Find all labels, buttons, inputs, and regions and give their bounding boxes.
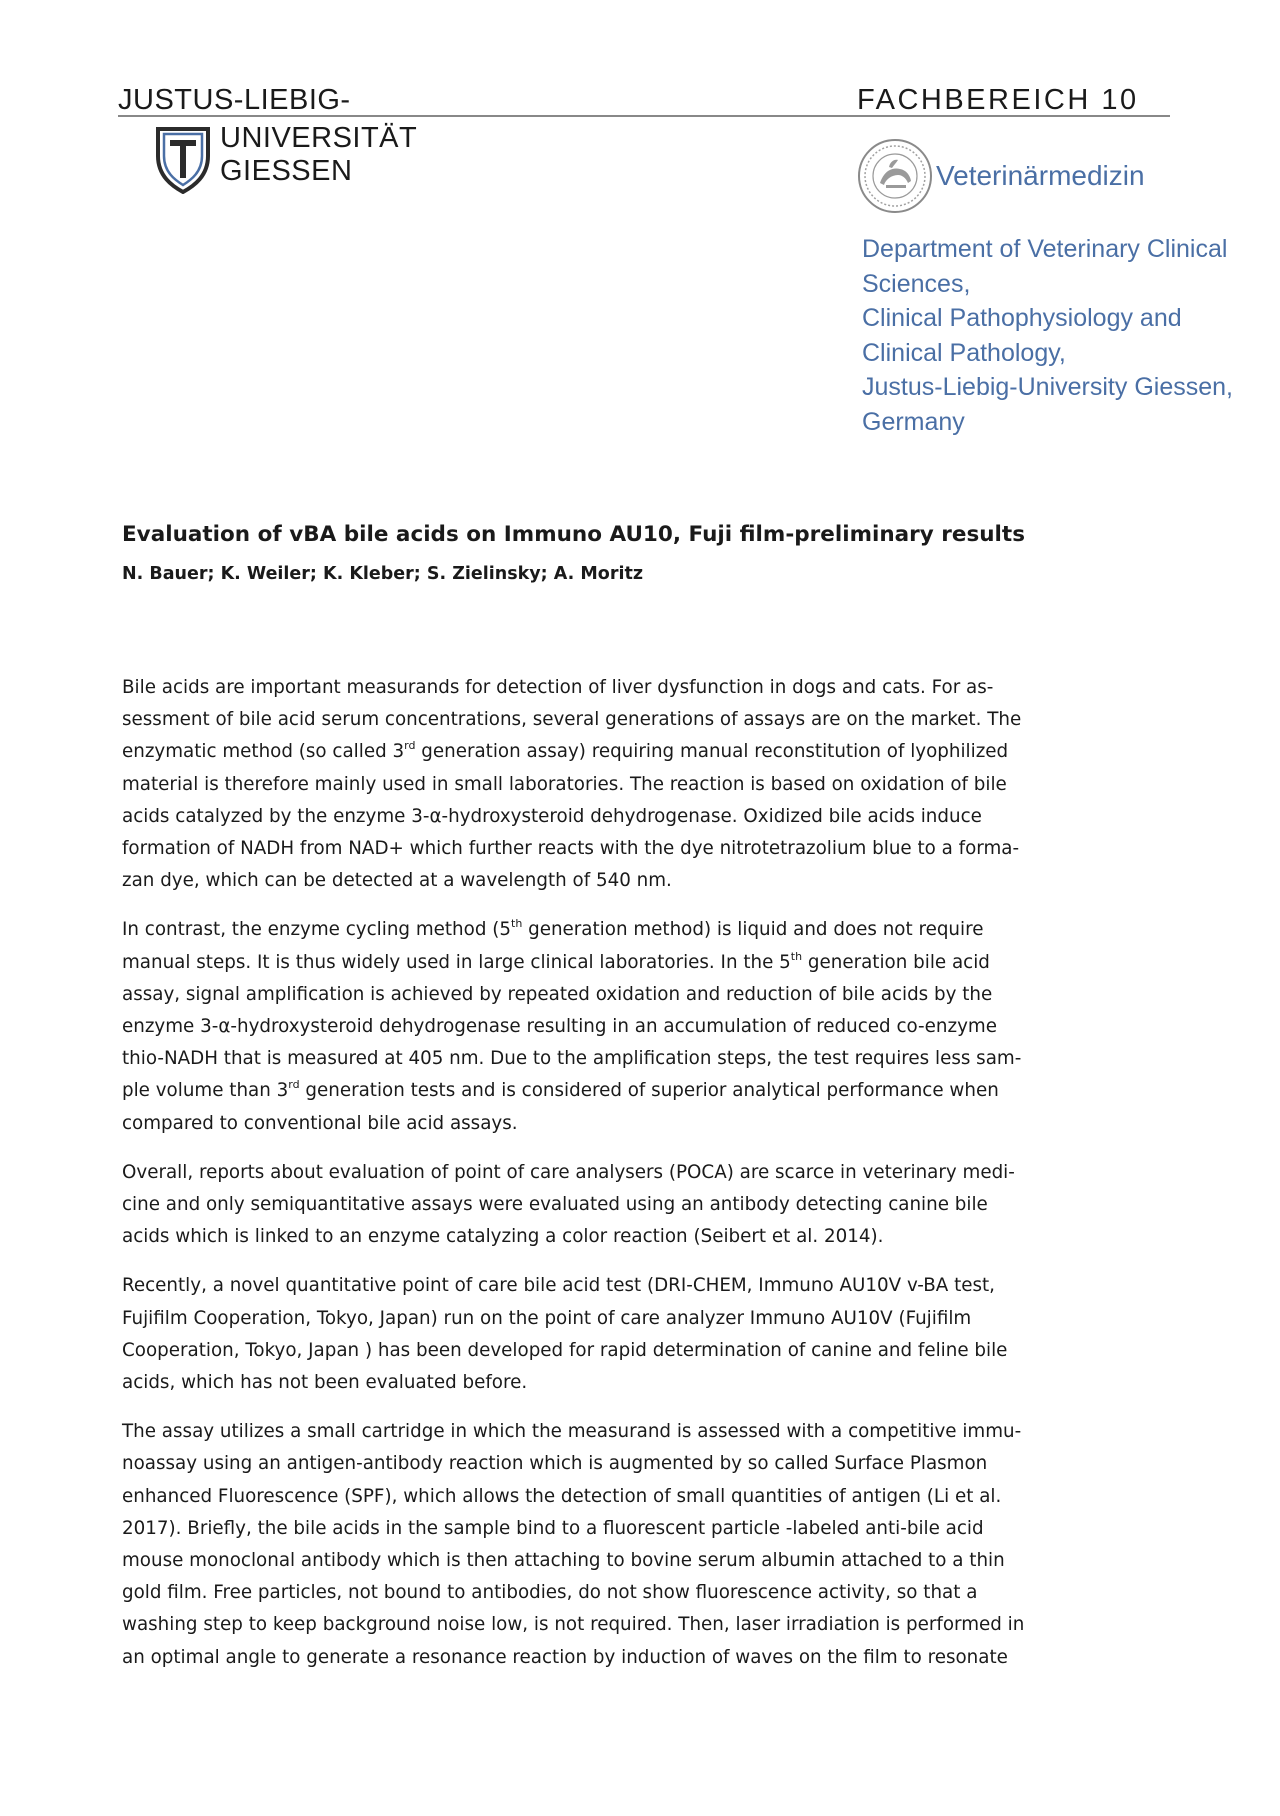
text-line: Bile acids are important measurands for detection of liver dysfunction in dogs and cats. For as- — [122, 677, 994, 698]
text-line: Fujifilm Cooperation, Tokyo, Japan) run on the point of care analyzer Immuno AU10V (Fujifilm — [122, 1307, 972, 1329]
text-line: washing step to keep background noise low, is not required. Then, laser irradiation is performed in — [122, 1614, 1025, 1636]
text-segment: enzymatic method (so called 3 — [122, 741, 405, 763]
text-line — [122, 1075, 1172, 1107]
text-line — [122, 947, 1172, 979]
paragraph-3 — [122, 1157, 1172, 1254]
department-line: Justus-Liebig-University Giessen, — [862, 373, 1233, 401]
paper-title: Evaluation of vBA bile acids on Immuno AU10, Fuji film-preliminary results — [122, 522, 1025, 547]
superscript: rd — [404, 739, 416, 753]
department-address — [862, 232, 1233, 439]
university-name-line2: UNIVERSITÄT — [220, 122, 418, 154]
text-segment: generation assay) requiring manual reconstitution of lyophilized — [415, 741, 1009, 763]
superscript: rd — [288, 1078, 300, 1092]
paragraph-1 — [122, 672, 1172, 897]
text-line: acids, which has not been evaluated before. — [122, 1372, 528, 1394]
text-line — [122, 914, 1172, 946]
paper-authors: N. Bauer; K. Weiler; K. Kleber; S. Zielinsky; A. Moritz — [122, 564, 644, 584]
text-line: formation of NADH from NAD+ which further reacts with the dye nitrotetrazolium blue to a forma- — [122, 838, 1020, 860]
text-line: zan dye, which can be detected at a wavelength of 540 nm. — [122, 870, 672, 892]
paragraph-4 — [122, 1270, 1172, 1399]
text-line: Cooperation, Tokyo, Japan ) has been developed for rapid determination of canine and feline bile — [122, 1339, 1008, 1361]
text-line: enhanced Fluorescence (SPF), which allows the detection of small quantities of antigen (Li et al. — [122, 1485, 1002, 1507]
text-line: sessment of bile acid serum concentrations, several generations of assays are on the market. The — [122, 709, 1022, 731]
text-line: gold film. Free particles, not bound to antibodies, do not show fluorescence activity, so that a — [122, 1582, 978, 1604]
text-line: acids which is linked to an enzyme catalyzing a color reaction (Seibert et al. 2014). — [122, 1226, 884, 1248]
text-line: material is therefore mainly used in small laboratories. The reaction is based on oxidation of bile — [122, 773, 1007, 795]
text-line — [122, 736, 1172, 768]
text-line: enzyme 3-α-hydroxysteroid dehydrogenase resulting in an accumulation of reduced co-enzyme — [122, 1016, 997, 1038]
university-name-line3: GIESSEN — [220, 155, 353, 187]
text-line: mouse monoclonal antibody which is then attaching to bovine serum albumin attached to a thin — [122, 1550, 1005, 1572]
text-line: 2017). Briefly, the bile acids in the sample bind to a fluorescent particle -labeled anti-bile acid — [122, 1517, 984, 1539]
text-segment: generation bile acid — [802, 951, 990, 973]
text-line: compared to conventional bile acid assays. — [122, 1112, 518, 1134]
department-line: Clinical Pathophysiology and — [862, 304, 1182, 332]
text-segment: generation method) is liquid and does not require — [522, 919, 984, 941]
text-line: acids catalyzed by the enzyme 3-α-hydroxysteroid dehydrogenase. Oxidized bile acids induce — [122, 805, 982, 827]
text-line: Recently, a novel quantitative point of care bile acid test (DRI-CHEM, Immuno AU10V v-BA test, — [122, 1275, 995, 1297]
text-line: The assay utilizes a small cartridge in which the measurand is assessed with a competitive immu- — [122, 1421, 1022, 1443]
text-line: cine and only semiquantitative assays were evaluated using an antibody detecting canine bile — [122, 1194, 988, 1216]
text-line: noassay using an antigen-antibody reaction which is augmented by so called Surface Plasmon — [122, 1453, 988, 1475]
paragraph-2 — [122, 914, 1172, 1139]
department-line: Sciences, — [862, 269, 971, 298]
superscript: th — [790, 949, 803, 963]
department-line: Germany — [862, 407, 965, 436]
university-shield-logo-icon — [154, 126, 212, 194]
department-line: Department of Veterinary Clinical — [862, 235, 1228, 263]
text-line: assay, signal amplification is achieved by repeated oxidation and reduction of bile acids by the — [122, 983, 993, 1005]
department-line: Clinical Pathology, — [862, 338, 1066, 367]
text-segment: generation tests and is considered of superior analytical performance when — [299, 1080, 999, 1102]
text-segment: manual steps. It is thus widely used in large clinical laboratories. In the 5 — [122, 951, 791, 973]
superscript: th — [511, 917, 523, 931]
faculty-subject: Veterinärmedizin — [936, 160, 1145, 191]
text-segment: In contrast, the enzyme cycling method (5 — [122, 919, 511, 941]
body-text — [122, 672, 1172, 1691]
university-name-line1: JUSTUS-LIEBIG- — [118, 84, 351, 116]
text-line: an optimal angle to generate a resonance reaction by induction of waves on the film to resonate — [122, 1646, 1008, 1668]
paragraph-5 — [122, 1416, 1172, 1674]
faculty-label: FACHBEREICH 10 — [857, 84, 1139, 116]
text-line: Overall, reports about evaluation of point of care analysers (POCA) are scarce in veterinary medi- — [122, 1161, 1015, 1183]
university-name-block — [220, 122, 417, 188]
text-segment: ple volume than 3 — [122, 1080, 289, 1102]
text-line: thio-NADH that is measured at 405 nm. Due to the amplification steps, the test requires less sam- — [122, 1048, 1022, 1070]
veterinary-seal-icon — [856, 137, 934, 215]
